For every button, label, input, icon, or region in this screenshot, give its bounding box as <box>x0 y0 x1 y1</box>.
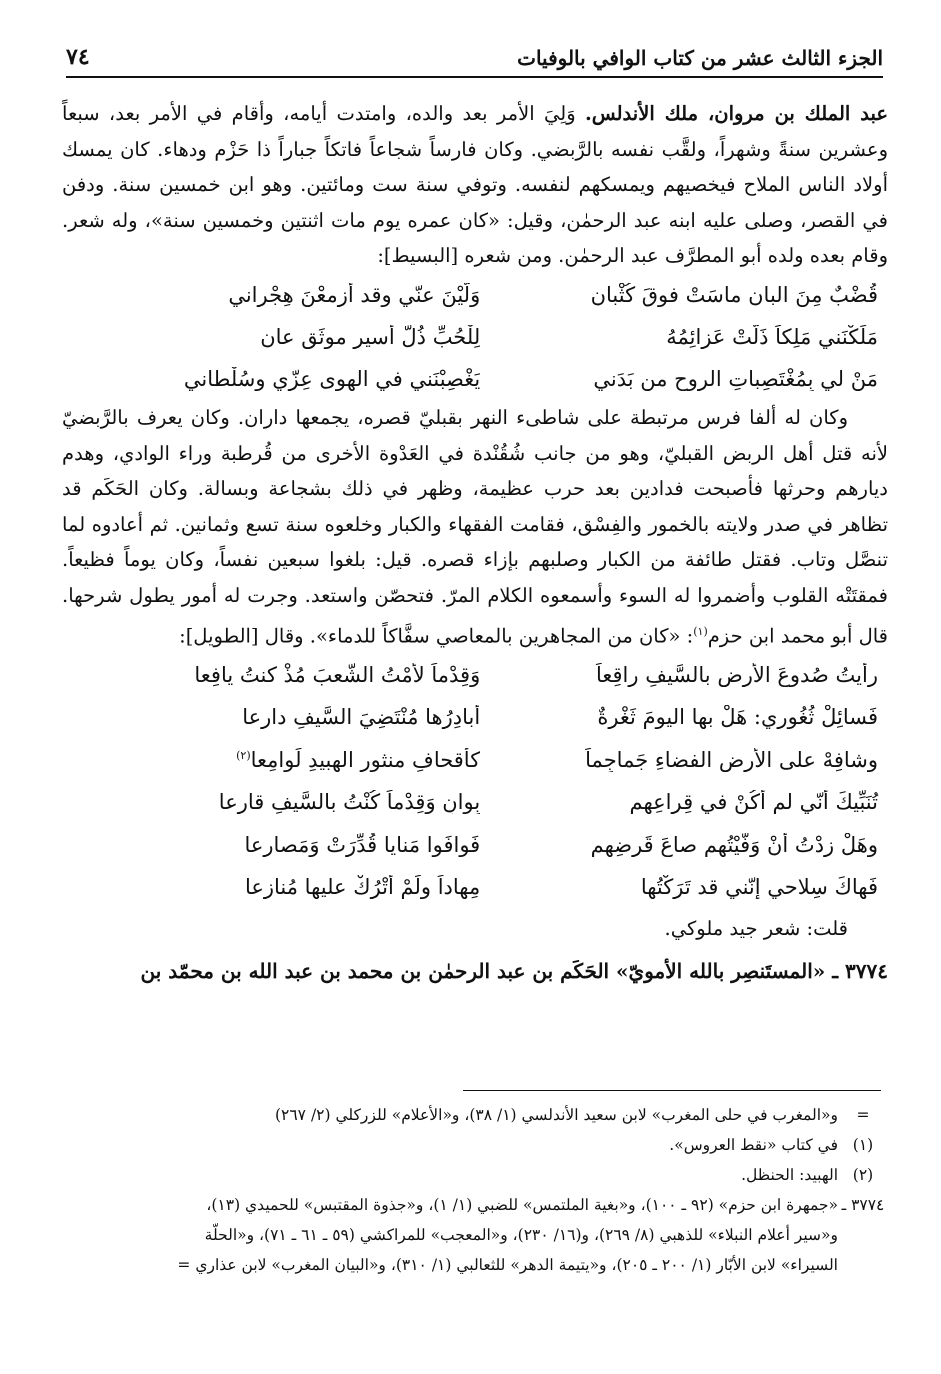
main-text <box>62 96 888 990</box>
entry-name: عبد الملك بن مروان، ملك الأندلس. <box>584 102 888 125</box>
verse-second-hemistich: مِهاداً ولَمْ أتْرُكْ عليها مُنازِعا <box>244 875 481 900</box>
footnote <box>56 1100 888 1130</box>
poem-1 <box>62 274 888 400</box>
paragraph-1 <box>62 96 888 274</box>
closing-remark: قلت: شعر جيد ملوكي. <box>664 916 848 940</box>
footnote-text: الهبيد: الحنظل. <box>741 1166 838 1184</box>
footnotes <box>56 1100 888 1280</box>
next-entry-heading: ٣٧٧٤ ـ «المستَنصِر بالله الأمويّ» الحَكَم بن عبد الرحمٰن بن محمد بن عبد الله بن محمّد بن <box>140 958 888 983</box>
verse-first-hemistich: تُنَبِّيكَ أنّي لم أكُنْ في قِراعِهِم <box>629 790 878 815</box>
paragraph-2-text: وكان له ألفا فرس مرتبطة على شاطىء النهر بقبليّ قصره، يجمعها داران. وكان يعرف بالرَّبضيّ لأنه قتل أهل الربض القبليّ، وهو من جانب شُقُنْدة في العَدْوة الأخرى من قُرطبة وراء الوادي، وهدم ديارهم وحرثها فأصبحت فدادين بعد حرب عظيمة، وظهر في ذلك بشجاعة وبسالة. وكان الحَكَم قد تظاهر في صدر ولايته بالخمور والفِسْق، فقامت الفقهاء والكبار وخلعوه سنة تسع وثمانين. ثم أعادوه لما تنصَّل وتاب. فقتل طائفة من الكبار وصلبهم بإزاء قصره. قيل: بلغوا سبعين نفساً، وكان يوماً فظيعاً. فمقتَتْه القلوب وأضمروا له السوء وأسمعوه الكلام المرّ. فتحصّن واستعد. وجرت له أمور يطول شرحها. قال أبو محمد ابن حزم <box>62 405 888 648</box>
verse-second-hemistich: بِوانٍ وَقِدْماً كُنْتُ بالسَّيفِ قارِعا <box>218 790 481 815</box>
verse-second-hemistich: أُبادِرُها مُنْتَضِيَ السَّيفِ دارِعا <box>242 705 481 730</box>
verse-first-hemistich: رأيتُ صُدوعَ الأرضِ بالسَّيفِ راقِعاً <box>595 662 878 687</box>
footnote-ref-2: (٢) <box>236 748 251 762</box>
page-number: ٧٤ <box>66 44 90 70</box>
footnote-continuation: السيراء» لابن الأبّار (١/ ٢٠٠ ـ ٢٠٥)، و«يتيمة الدهر» للثعالبي (١/ ٣١٠)، و«البيان المغرب» لابن عذاري = <box>177 1256 838 1274</box>
verse-second-hemistich: فَوافَوا مَنايا قُدِّرَتْ وَمَصارِعا <box>244 832 481 857</box>
paragraph-1-text: وَلِيَ الأمر بعد والده، وامتدت أيامه، وأقام في الأمر بعد، سبعاً وعشرين سنةً وشهراً، ولقَّب نفسه بالرَّبضي. وكان فارساً شجاعاً فاتكاً جباراً ذا حَزْم ودهاء. كان يمسك أولاد الناس الملاح فيخصيهم ويمسكهم لنفسه. وتوفي سنة ست ومائتين. وهو ابن خمسين سنة. ودفن في القصر، وصلى عليه ابنه عبد الرحمٰن، وقيل: «كان عمره يوم مات اثنتين وخمسين سنة»، وله شعر. وقام بعده ولده أبو المطرَّف عبد الرحمٰن. ومن شعره [البسيط]: <box>62 102 888 268</box>
verse-second-hemistich: وَقِدْماً لأَمْتُ الشَّعبَ مُذْ كنتُ يافِعا <box>194 662 481 687</box>
verse-line <box>62 696 888 739</box>
footnote-mark: = <box>856 1106 870 1124</box>
verse-first-hemistich: وشافِهْ على الأرضِ الفضاءِ جَماجِماً <box>585 747 878 772</box>
verse-line <box>62 866 888 909</box>
footnote-divider <box>463 1090 881 1091</box>
footnote-ref-1: (١) <box>693 624 708 638</box>
verse-line <box>62 781 888 824</box>
verse-line <box>62 316 888 358</box>
verse-hemistich-text: كأقحافِ منثورِ الهبيدِ لَوامِعا <box>250 747 481 772</box>
verse-second-hemistich: وَلَّيْنَ عنّي وقد أزمعْنَ هِجْراني <box>228 282 481 307</box>
footnote <box>56 1160 888 1190</box>
footnote-mark: (١) <box>852 1136 874 1154</box>
verse-first-hemistich: مَنْ لي بِمُغْتَصِباتِ الروحِ من بَدَني <box>593 366 878 391</box>
verse-first-hemistich: وهَلْ زِدْتُ أنْ وَفَّيْتُهم صاعَ قَرضِهم <box>590 832 878 857</box>
paragraph-2-tail: : «كان من المجاهرين بالمعاصي سفَّاكاً للدماء». وقال [الطويل]: <box>179 624 694 648</box>
verse-second-hemistich: يَغْصِبْنَني في الهوى عِزّي وسُلْطاني <box>183 366 481 391</box>
footnote-text: و«المغرب في حلى المغرب» لابن سعيد الأندلسي (١/ ٣٨)، و«الأعلام» للزركلي (٢/ ٢٦٧) <box>274 1106 838 1124</box>
verse-first-hemistich: فَسائِلْ ثُغُوري: هَلْ بها اليومَ ثَغْرةٌ <box>597 705 878 730</box>
footnote-text: «جمهرة ابن حزم» (٩٢ ـ ١٠٠)، و«بغية الملتمس» للضبي (١/ ١)، و«جذوة المقتبس» للحميدي (١٣)، <box>206 1196 838 1214</box>
footnote-continuation: و«سير أعلام النبلاء» للذهبي (٨/ ٢٦٩)، و(١٦/ ٢٣٠)، و«المعجب» للمراكشي (٥٩ ـ ٦١ ـ ٧١)، و«الحلّة <box>204 1226 838 1244</box>
verse-first-hemistich: قُضْبٌ مِنَ البانِ ماسَتْ فوقَ كُثْبانِ <box>590 282 878 307</box>
verse-line <box>62 824 888 867</box>
footnote-text: في كتاب «نقط العروس». <box>669 1136 838 1154</box>
verse-first-hemistich: مَلَكْنَني مَلِكاً ذَلَّتْ عَزائِمُهُ <box>666 324 878 349</box>
poem-2 <box>62 654 888 909</box>
footnote-mark: (٢) <box>852 1166 874 1184</box>
verse-line <box>62 654 888 697</box>
footnote <box>56 1190 888 1220</box>
paragraph-2 <box>62 400 888 654</box>
verse-first-hemistich: فَهاكَ سِلاحي إنّني قد تَرَكْتُها <box>640 875 878 900</box>
footnote-mark: ٣٧٧٤ ـ <box>841 1196 885 1214</box>
verse-line <box>62 739 888 782</box>
header-title: الجزء الثالث عشر من كتاب الوافي بالوفيات <box>517 46 883 70</box>
verse-line <box>62 274 888 316</box>
verse-line <box>62 358 888 400</box>
verse-second-hemistich <box>62 748 480 772</box>
footnote <box>56 1130 888 1160</box>
running-header <box>66 36 883 78</box>
verse-second-hemistich: لِلْحُبِّ ذُلَّ أسيرٍ موثَقٍ عانِ <box>260 324 481 349</box>
